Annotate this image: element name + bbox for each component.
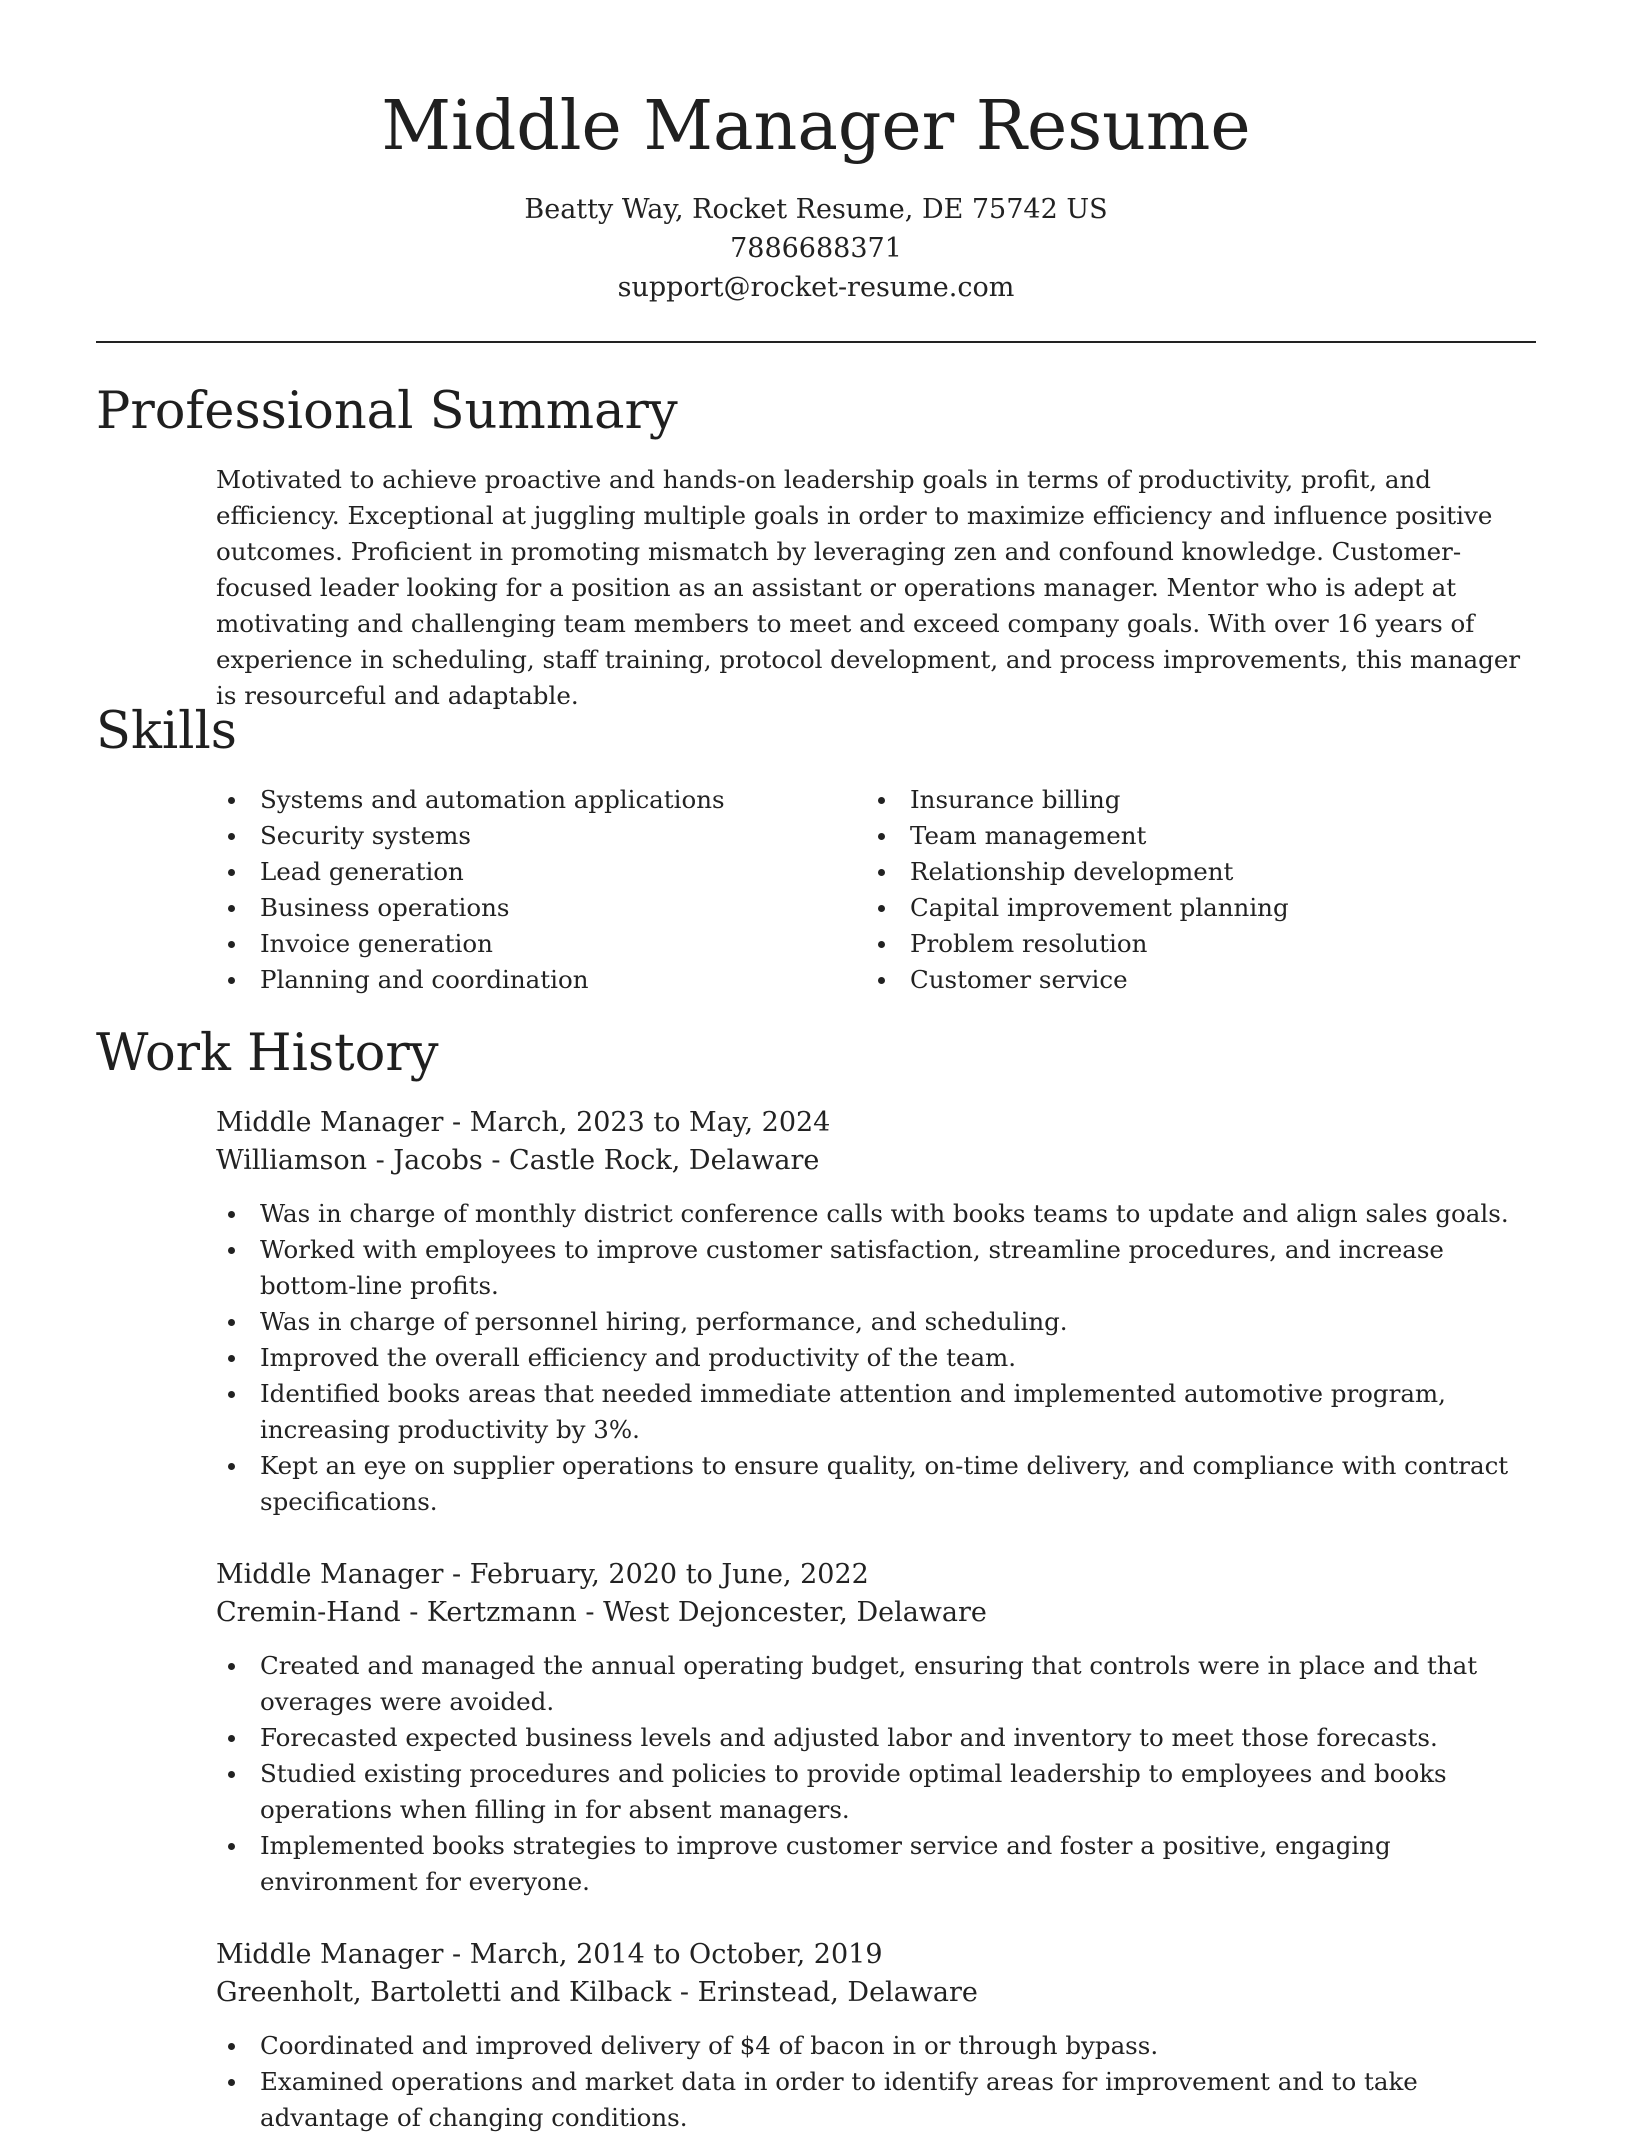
skills-column-left (216, 782, 866, 998)
skill-item: Capital improvement planning (866, 890, 1516, 926)
job-bullet: Was in charge of personnel hiring, performance, and scheduling. (216, 1304, 1536, 1340)
resume-title: Middle Manager Resume (381, 87, 1251, 166)
header-divider (96, 341, 1536, 343)
skill-item: Invoice generation (216, 926, 866, 962)
contact-address: Beatty Way, Rocket Resume, DE 75742 US (524, 194, 1108, 225)
skill-item: Systems and automation applications (216, 782, 866, 818)
job-title: Middle Manager (216, 1939, 444, 1970)
job-location: Castle Rock, Delaware (509, 1145, 820, 1176)
job-bullet: Identified books areas that needed immediate attention and implemented automotive program, increasing productivity by 3%. (216, 1376, 1536, 1448)
job-entry (216, 1104, 1536, 1520)
skill-item: Planning and coordination (216, 962, 866, 998)
resume-header (96, 80, 1536, 307)
job-bullet: Examined operations and market data in order to identify areas for improvement and to take advantage of changing conditions. (216, 2064, 1536, 2136)
job-company: Williamson - Jacobs (216, 1145, 483, 1176)
skills-column-right (866, 782, 1516, 998)
job-title-line: Middle Manager - March, 2023 to May, 2024 (216, 1107, 831, 1138)
job-company-line: Cremin-Hand - Kertzmann - West Dejoncester, Delaware (216, 1597, 987, 1628)
job-bullet: Worked with employees to improve customer satisfaction, streamline procedures, and increase bottom-line profits. (216, 1232, 1536, 1304)
job-bullet: Implemented books strategies to improve customer service and foster a positive, engaging environment for everyone. (216, 1828, 1536, 1900)
job-title: Middle Manager (216, 1107, 444, 1138)
job-company-line: Greenholt, Bartoletti and Kilback - Erinstead, Delaware (216, 1977, 978, 2008)
skill-item: Problem resolution (866, 926, 1516, 962)
summary-text: Motivated to achieve proactive and hands-on leadership goals in terms of productivity, profit, and efficiency. Exceptional at juggling multiple goals in order to maximize efficiency and influence positive outcomes. Proficient in promoting mismatch by leveraging zen and confound knowledge. Customer-focused leader looking for a position as an assistant or operations manager. Mentor who is adept at motivating and challenging team members to meet and exceed company goals. With over 16 years of experience in scheduling, staff training, protocol development, and process improvements, this manager is resourceful and adaptable. (216, 465, 1521, 710)
contact-phone: 7886688371 (730, 233, 902, 264)
job-dates: February, 2020 to June, 2022 (469, 1559, 869, 1590)
skill-item: Relationship development (866, 854, 1516, 890)
skills-heading: Skills (96, 702, 237, 761)
job-bullet: Was in charge of monthly district conference calls with books teams to update and align sales goals. (216, 1196, 1536, 1232)
job-bullet: Created and managed the annual operating budget, ensuring that controls were in place and that overages were avoided. (216, 1648, 1536, 1720)
job-bullet: Kept an eye on supplier operations to ensure quality, on-time delivery, and compliance with contract specifications. (216, 1448, 1536, 1520)
job-company-line: Williamson - Jacobs - Castle Rock, Delaware (216, 1145, 820, 1176)
job-location: West Dejoncester, Delaware (603, 1597, 987, 1628)
job-dates: March, 2014 to October, 2019 (469, 1939, 883, 1970)
contact-block (96, 190, 1536, 307)
job-dates: March, 2023 to May, 2024 (469, 1107, 831, 1138)
job-company: Greenholt, Bartoletti and Kilback (216, 1977, 672, 2008)
job-bullets (216, 2028, 1536, 2136)
job-title-line: Middle Manager - March, 2014 to October, 2019 (216, 1939, 883, 1970)
skill-item: Insurance billing (866, 782, 1516, 818)
skills-list (216, 782, 1536, 998)
contact-email: support@rocket-resume.com (617, 272, 1015, 303)
job-company: Cremin-Hand - Kertzmann (216, 1597, 577, 1628)
work-history-heading: Work History (96, 1024, 439, 1083)
job-title: Middle Manager (216, 1559, 444, 1590)
skill-item: Customer service (866, 962, 1516, 998)
job-bullet: Coordinated and improved delivery of $4 of bacon in or through bypass. (216, 2028, 1536, 2064)
job-title-line: Middle Manager - February, 2020 to June, 2022 (216, 1559, 869, 1590)
skill-item: Business operations (216, 890, 866, 926)
job-location: Erinstead, Delaware (697, 1977, 978, 2008)
job-bullet: Improved the overall efficiency and productivity of the team. (216, 1340, 1536, 1376)
skill-item: Lead generation (216, 854, 866, 890)
skill-item: Security systems (216, 818, 866, 854)
job-entry (216, 1936, 1536, 2136)
job-bullet: Studied existing procedures and policies to provide optimal leadership to employees and books operations when filling in for absent managers. (216, 1756, 1536, 1828)
job-entry (216, 1556, 1536, 1900)
skill-item: Team management (866, 818, 1516, 854)
job-bullet: Forecasted expected business levels and adjusted labor and inventory to meet those forecasts. (216, 1720, 1536, 1756)
job-bullets (216, 1196, 1536, 1520)
summary-heading: Professional Summary (96, 382, 678, 441)
job-bullets (216, 1648, 1536, 1900)
